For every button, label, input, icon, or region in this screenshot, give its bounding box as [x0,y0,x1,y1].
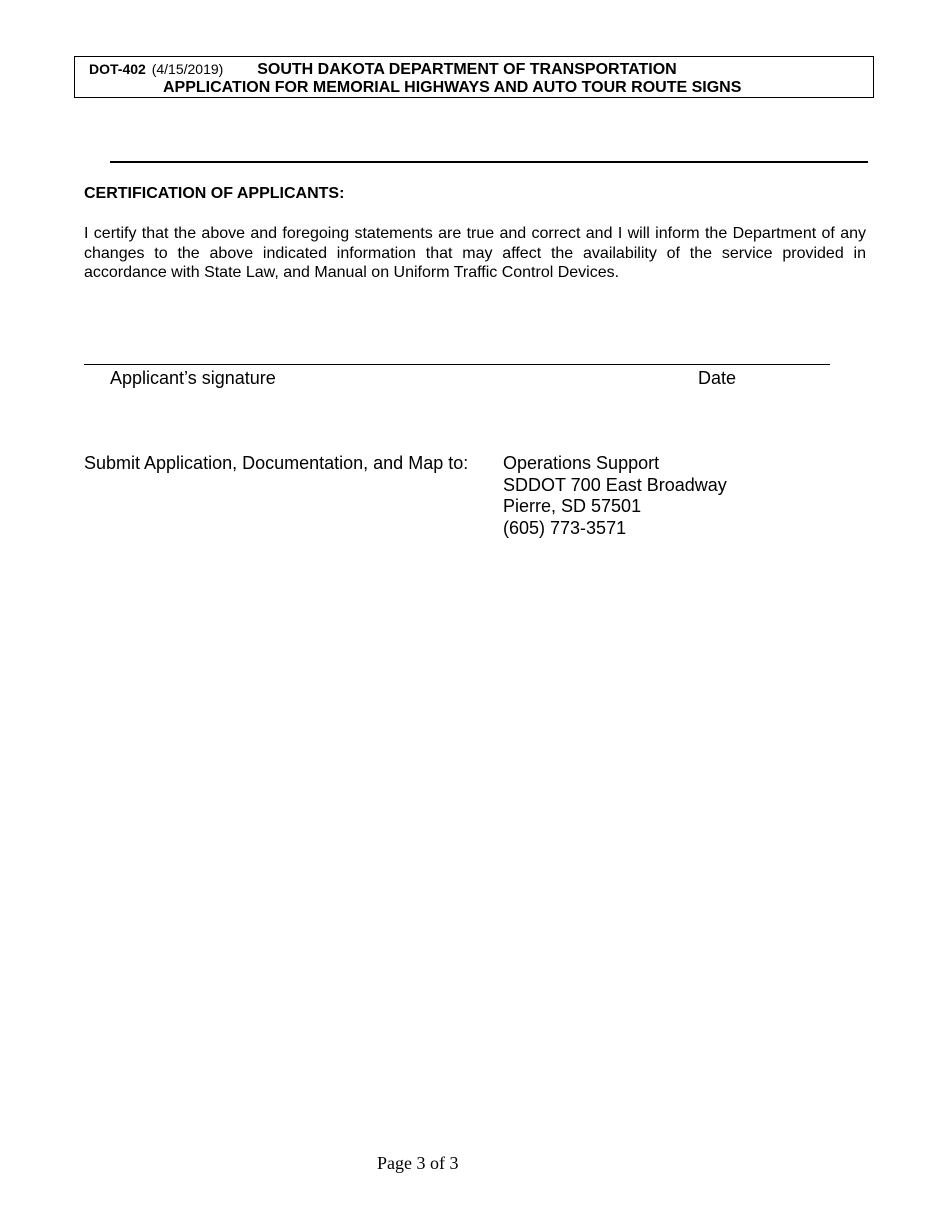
submission-instructions: Submit Application, Documentation, and Map to: [84,453,469,473]
header-line-1 [89,60,677,79]
applicant-signature-label: Applicant’s signature [110,368,276,388]
page-number: Page 3 of 3 [377,1153,459,1173]
form-revision-date: (4/15/2019) [151,61,224,77]
certification-heading: CERTIFICATION OF APPLICANTS: [84,185,345,202]
signature-date-label: Date [698,368,737,388]
certification-statement: I certify that the above and foregoing statements are true and correct and I will inform the Department of any changes to the above indicated information that may affect the availability of the service provided in accordance with State Law, and Manual on Uniform Traffic Control Devices. [84,225,866,281]
department-name: SOUTH DAKOTA DEPARTMENT OF TRANSPORTATION [257,61,677,78]
mailing-address [503,453,727,539]
address-line-city: Pierre, SD 57501 [503,496,642,516]
section-divider [110,161,868,163]
form-header [74,56,874,98]
address-line-office: Operations Support [503,453,660,473]
form-title: APPLICATION FOR MEMORIAL HIGHWAYS AND AUTO TOUR ROUTE SIGNS [163,79,742,96]
address-line-street: SDDOT 700 East Broadway [503,474,727,495]
signature-line[interactable] [84,364,830,365]
address-line-phone: (605) 773-3571 [503,517,627,538]
form-number: DOT-402 [89,61,146,77]
